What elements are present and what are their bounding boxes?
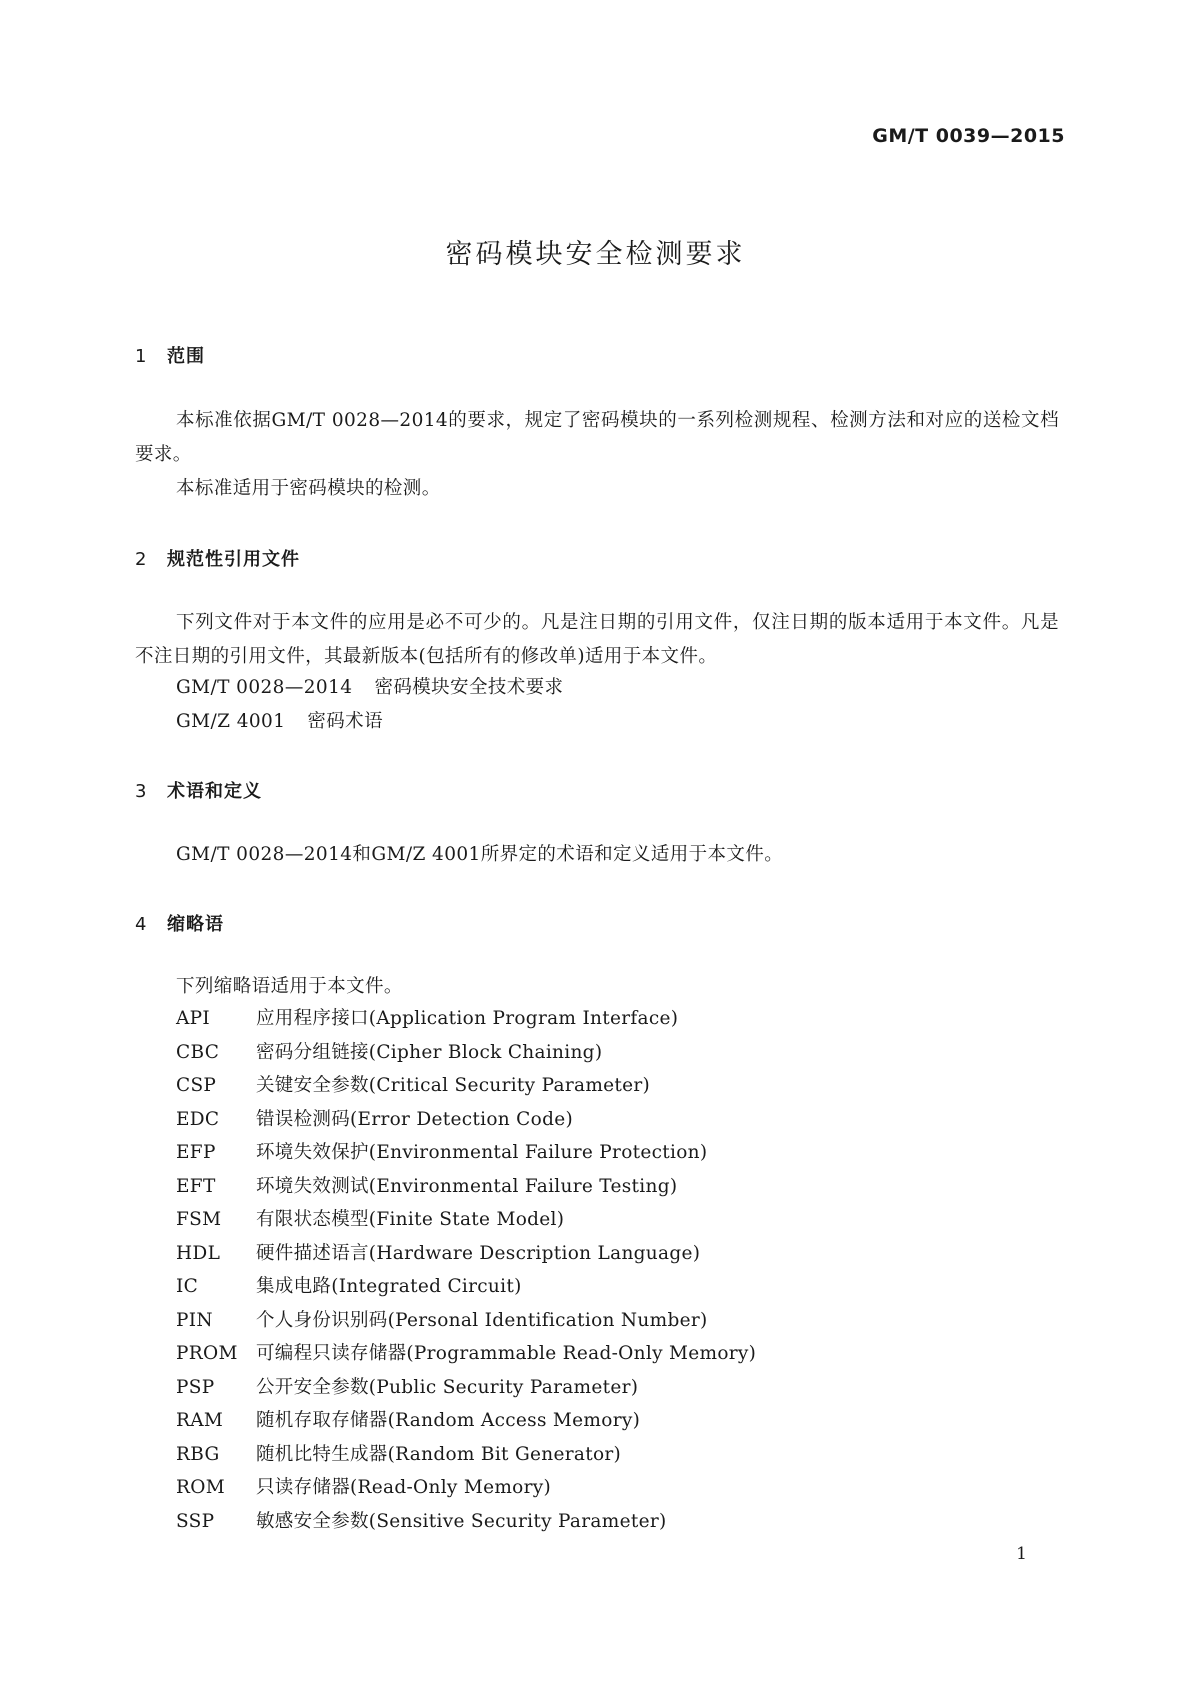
abbreviation: RAM xyxy=(176,1410,224,1431)
abbreviation-definition: 环境失效测试(Environmental Failure Testing) xyxy=(256,1175,678,1197)
abbreviation-definition: 只读存储器(Read-Only Memory) xyxy=(256,1477,552,1498)
abbreviation: IC xyxy=(176,1276,199,1297)
abbreviation: API xyxy=(176,1008,211,1029)
section-4-heading xyxy=(135,910,224,936)
abbreviation: ROM xyxy=(176,1477,225,1498)
section-number: 4 xyxy=(135,914,148,935)
reference-title: 密码模块安全技术要求 xyxy=(374,677,564,698)
page-number: 1 xyxy=(1016,1544,1027,1564)
section-title: 缩略语 xyxy=(167,914,224,935)
abbreviation-list xyxy=(176,1004,756,1540)
abbreviation-definition: 集成电路(Integrated Circuit) xyxy=(256,1276,522,1297)
abbreviation-item xyxy=(176,1004,756,1038)
normative-reference xyxy=(176,707,383,733)
abbreviation-item xyxy=(176,1105,756,1139)
section-number: 1 xyxy=(135,346,148,367)
normative-reference xyxy=(176,673,563,699)
abbreviation: EDC xyxy=(176,1108,220,1130)
abbreviation-definition: 公开安全参数(Public Security Parameter) xyxy=(256,1376,639,1398)
abbreviation-item xyxy=(176,1406,756,1440)
abbreviation: CBC xyxy=(176,1041,220,1063)
section-title: 规范性引用文件 xyxy=(167,549,300,570)
abbreviation: HDL xyxy=(176,1242,221,1264)
abbreviation-item xyxy=(176,1138,756,1172)
abbreviation: EFP xyxy=(176,1142,216,1163)
abbreviation-item xyxy=(176,1038,756,1072)
document-title: 密码模块安全检测要求 xyxy=(445,239,746,270)
abbreviation-definition: 密码分组链接(Cipher Block Chaining) xyxy=(256,1041,603,1063)
standard-code: GM/T 0039—2015 xyxy=(872,125,1065,147)
abbreviation-definition: 应用程序接口(Application Program Interface) xyxy=(256,1008,679,1029)
section-3-paragraph-1: GM/T 0028—2014和GM/Z 4001所界定的术语和定义适用于本文件。 xyxy=(176,844,784,865)
abbreviation-item xyxy=(176,1205,756,1239)
abbreviation-definition: 有限状态模型(Finite State Model) xyxy=(256,1209,565,1230)
section-number: 2 xyxy=(135,549,148,570)
reference-code: GM/Z 4001 xyxy=(176,711,286,732)
abbreviation: RBG xyxy=(176,1443,220,1465)
section-number: 3 xyxy=(135,781,148,802)
abbreviation-item xyxy=(176,1473,756,1507)
abbreviation-item xyxy=(176,1272,756,1306)
section-2-paragraph-1: 下列文件对于本文件的应用是必不可少的。凡是注日期的引用文件，仅注日期的版本适用于本文件。凡是不注日期的引用文件，其最新版本(包括所有的修改单)适用于本文件。 xyxy=(135,612,1059,667)
abbreviation: PROM xyxy=(176,1343,238,1364)
abbreviation-item xyxy=(176,1507,756,1541)
abbreviation-definition: 随机比特生成器(Random Bit Generator) xyxy=(256,1443,622,1465)
section-1-paragraph-2: 本标准适用于密码模块的检测。 xyxy=(176,478,441,499)
reference-code: GM/T 0028—2014 xyxy=(176,677,353,698)
abbreviation-definition: 环境失效保护(Environmental Failure Protection) xyxy=(256,1142,708,1163)
section-4-paragraph-1: 下列缩略语适用于本文件。 xyxy=(176,976,403,997)
abbreviation-definition: 错误检测码(Error Detection Code) xyxy=(256,1108,573,1130)
abbreviation: CSP xyxy=(176,1075,217,1096)
section-title: 范围 xyxy=(167,346,205,367)
abbreviation-definition: 硬件描述语言(Hardware Description Language) xyxy=(256,1242,701,1264)
abbreviation-item xyxy=(176,1306,756,1340)
abbreviation: EFT xyxy=(176,1175,216,1197)
section-2-heading xyxy=(135,545,300,571)
reference-title: 密码术语 xyxy=(307,711,383,732)
abbreviation-item xyxy=(176,1373,756,1407)
abbreviation-item xyxy=(176,1239,756,1273)
abbreviation: PSP xyxy=(176,1376,215,1398)
abbreviation-definition: 随机存取存储器(Random Access Memory) xyxy=(256,1410,641,1431)
section-title: 术语和定义 xyxy=(167,781,262,802)
abbreviation-definition: 个人身份识别码(Personal Identification Number) xyxy=(256,1309,708,1331)
abbreviation-definition: 敏感安全参数(Sensitive Security Parameter) xyxy=(256,1510,667,1532)
abbreviation-item xyxy=(176,1071,756,1105)
abbreviation: PIN xyxy=(176,1309,213,1331)
abbreviation: SSP xyxy=(176,1510,215,1532)
abbreviation-item xyxy=(176,1440,756,1474)
abbreviation-definition: 可编程只读存储器(Programmable Read-Only Memory) xyxy=(256,1343,757,1364)
section-3-heading xyxy=(135,777,262,803)
abbreviation: FSM xyxy=(176,1209,222,1230)
section-1-heading xyxy=(135,342,205,368)
abbreviation-definition: 关键安全参数(Critical Security Parameter) xyxy=(256,1075,651,1096)
abbreviation-item xyxy=(176,1172,756,1206)
abbreviation-item xyxy=(176,1339,756,1373)
section-1-paragraph-1: 本标准依据GM/T 0028—2014的要求，规定了密码模块的一系列检测规程、检测方法和对应的送检文档要求。 xyxy=(135,410,1059,465)
